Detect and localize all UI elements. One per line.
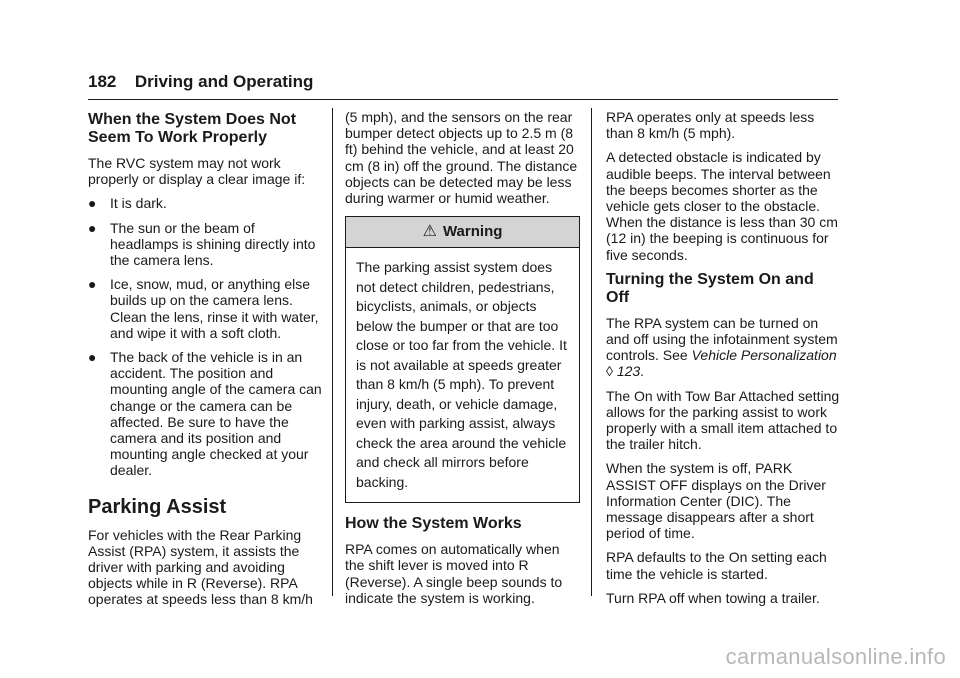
parking-assist-text: For vehicles with the Rear Parking Assist (RPA) system, it assists the driver with parking and avoiding objects while in R (Reverse). RPA operates at speeds less than 8 km/h — [88, 526, 313, 608]
col3-p7: Turn RPA off when towing a trailer. — [606, 589, 820, 606]
turning-on-off-heading: Turning the System On and Off — [606, 270, 814, 306]
warning-box — [345, 216, 580, 503]
column-2 — [345, 109, 580, 614]
how-system-works-text: RPA comes on automatically when the shift lever is moved into R (Reverse). A single beep sounds to indicate the system is working. — [345, 541, 563, 606]
col1-heading: When the System Does Not Seem To Work Properly — [88, 111, 297, 146]
header-rule — [88, 99, 838, 100]
list-item: ● The sun or the beam of headlamps is shining directly into the camera lens. — [88, 219, 316, 269]
list-item: ● It is dark. — [88, 195, 167, 212]
vehicle-personalization-link[interactable]: Vehicle Personalization — [691, 347, 837, 364]
column-3 — [606, 109, 841, 614]
column-divider-1 — [332, 108, 333, 596]
col3-p1: RPA operates only at speeds less than 8 km/h (5 mph). — [606, 109, 815, 142]
col2-continued-text: (5 mph), and the sensors on the rear bumper detect objects up to 2.5 m (8 ft) behind the vehicle, and at least 20 cm (8 in) off the ground. The distance objects can be detected may be less during warmer or humid weather. — [345, 109, 578, 207]
bullet-icon: ● — [88, 195, 97, 212]
warning-triangle-icon: ⚠ — [422, 223, 437, 241]
warning-header — [346, 217, 579, 248]
bullet-icon: ● — [88, 219, 97, 236]
warning-title: Warning — [442, 223, 503, 241]
list-item: ● The back of the vehicle is in an accident. The position and mounting angle of the camera can change or the camera can be affected. Be sure to have the camera and its position and mounting angle checked at your dealer. — [88, 349, 322, 479]
warning-body: The parking assist system does not detect children, pedestrians, bicyclists, animals, or objects below the bumper or that are too close or too far from the vehicle. It is not available at speeds greater than 8 km/h (5 mph). To prevent injury, death, or vehicle damage, even with parking assist, always check the area around the vehicle and check all mirrors before backing. — [356, 259, 567, 490]
col3-p5: When the system is off, PARK ASSIST OFF displays on the Driver Information Center (DIC). The message disappears after a short period of time. — [606, 460, 826, 542]
col3-p6: RPA defaults to the On setting each time the vehicle is started. — [606, 549, 827, 582]
column-1 — [88, 109, 326, 616]
bullet-icon: ● — [88, 276, 97, 293]
page-ref-icon: ◊ — [606, 363, 613, 380]
parking-assist-heading: Parking Assist — [88, 495, 227, 518]
col3-p4: The On with Tow Bar Attached setting allows for the parking assist to work properly with a small item attached to the trailer hitch. — [606, 387, 840, 453]
bullet-icon: ● — [88, 349, 97, 366]
list-item: ● Ice, snow, mud, or anything else builds up on the camera lens. Clean the lens, rinse it with water, and wipe it with a soft cloth. — [88, 276, 319, 341]
section-title: Driving and Operating — [134, 72, 314, 91]
page-ref-number[interactable]: 123 — [616, 363, 641, 380]
column-divider-2 — [591, 108, 592, 596]
how-system-works-heading: How the System Works — [345, 515, 522, 533]
page-header — [88, 72, 840, 98]
watermark: carmanualsonline.info — [725, 644, 946, 669]
col1-intro: The RVC system may not work properly or display a clear image if: — [88, 155, 306, 188]
page-number: 182 — [88, 72, 117, 91]
col3-p3: The RPA system can be turned on and off using the infotainment system controls. See Vehicle Personalization ◊ 123. — [606, 314, 838, 380]
col3-p2: A detected obstacle is indicated by audible beeps. The interval between the beeps becomes shorter as the vehicle gets closer to the obstacle. When the distance is less than 30 cm (12 in) the beeping is continuous for five seconds. — [606, 149, 838, 263]
